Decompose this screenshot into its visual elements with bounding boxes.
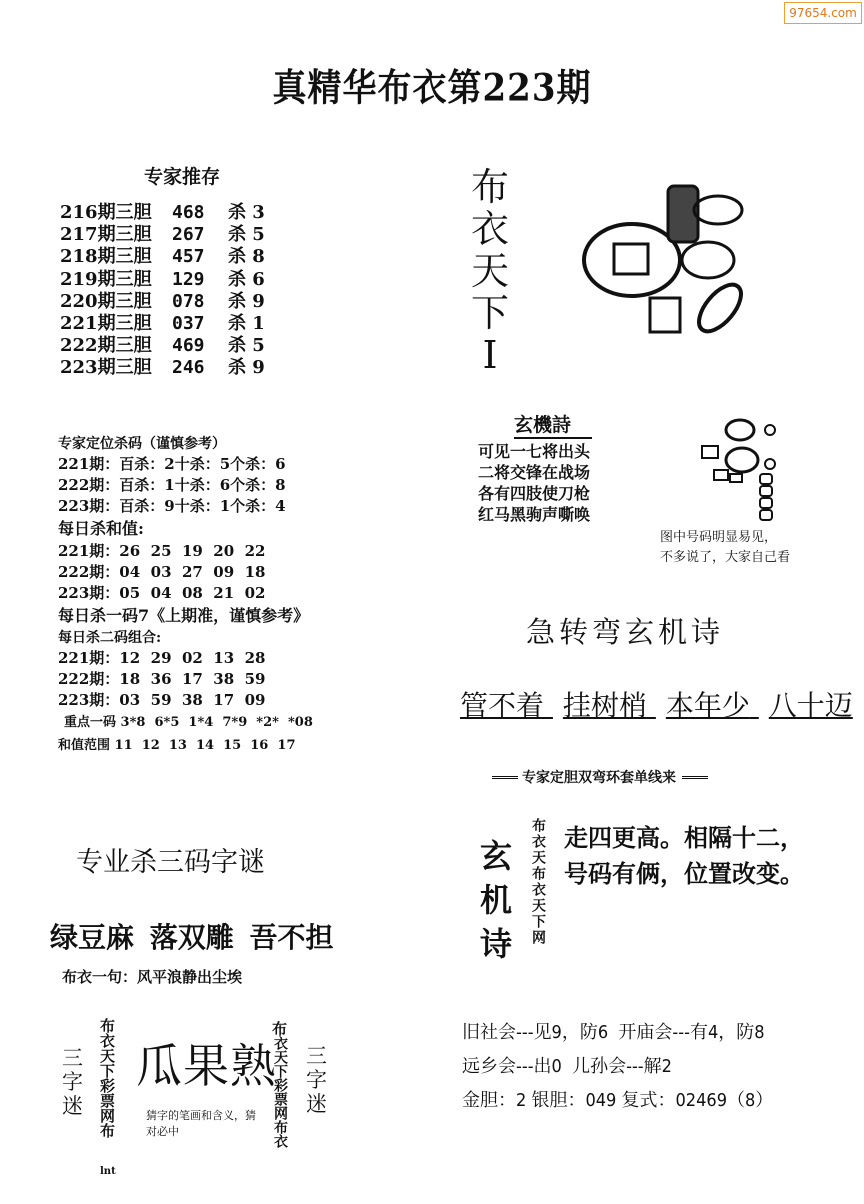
page-title: 真精华布衣第223期 — [272, 66, 592, 111]
riddle-left-vertical — [98, 1018, 115, 1138]
sum-range-label: 和值范围 — [58, 738, 111, 753]
xuanji-line: 走四更高。相隔十二， — [564, 823, 804, 852]
numbers-cell: 129 — [172, 268, 205, 290]
period-cell: 222期三胆 — [60, 335, 152, 357]
table-row — [60, 357, 360, 379]
riddle-heading: 专业杀三码字谜 — [76, 847, 265, 878]
kill-cell: 杀 8 — [228, 246, 265, 268]
xuanji-poem — [478, 410, 628, 525]
period-cell: 218期三胆 — [60, 246, 152, 268]
poem-line: 二将交锋在战场 — [478, 463, 591, 482]
divider-left — [492, 776, 518, 779]
xuanji-lines — [564, 820, 804, 892]
period-cell: 223期三胆 — [60, 357, 152, 379]
riddle-right-vertical-a: 布 — [272, 1020, 288, 1038]
stats-section — [58, 434, 348, 757]
two-kill-row: 221期：12 29 02 13 28 — [58, 649, 266, 667]
numbers-cell: 468 — [172, 202, 205, 223]
sum-kill-heading: 每日杀和值: — [58, 519, 144, 538]
big-char: 机 — [480, 881, 513, 919]
label-char: 三 — [306, 1044, 327, 1068]
hint-line: 猜字的笔画和含义，猜 — [146, 1109, 256, 1122]
period-cell: 217期三胆 — [60, 224, 152, 246]
riddle-word: 吾不担 — [249, 921, 334, 954]
numbers-cell: 078 — [172, 290, 205, 312]
table-row — [60, 224, 360, 246]
two-kill-row: 222期：18 36 17 38 59 — [58, 670, 266, 688]
buyi-vertical-title — [470, 166, 510, 376]
poem-illustration — [690, 416, 790, 526]
one-sentence — [62, 966, 242, 987]
label-char: 三 — [62, 1046, 83, 1070]
xuanji-big-column — [480, 834, 512, 966]
numbers-cell: 267 — [172, 224, 205, 246]
poem-line: 红马黑驹声嘶唤 — [478, 505, 591, 524]
position-kill-row: 221期：百杀：2十杀：5个杀：6 — [58, 455, 286, 473]
kill-cell: 杀 9 — [228, 357, 265, 379]
xuanji-line: 号码有俩，位置改变。 — [564, 859, 804, 888]
double-bend-heading — [492, 767, 708, 787]
period-cell: 221期三胆 — [60, 313, 152, 335]
table-row — [60, 202, 360, 224]
poem-heading: 玄機詩 — [514, 410, 592, 439]
note-line: 旧社会---见9，防6 开庙会---有4，防8 — [462, 1022, 765, 1043]
period-cell: 220期三胆 — [60, 290, 152, 312]
title-char: 下 — [470, 291, 509, 335]
period-cell: 219期三胆 — [60, 268, 152, 290]
xuanji-vertical-text: 布衣天布衣天下网 — [530, 818, 546, 946]
sum-kill-row: 223期：05 04 08 21 02 — [58, 584, 266, 602]
phrase: 挂树梢 — [562, 689, 647, 722]
period-cell: 216期三胆 — [60, 202, 152, 223]
kill-cell: 杀 6 — [228, 268, 265, 290]
note-line: 远乡会---出0 儿孙会---解2 — [462, 1056, 672, 1077]
riddle-word: 落双雕 — [149, 921, 234, 954]
label-char: 迷 — [306, 1092, 327, 1116]
big-char: 玄 — [480, 837, 513, 875]
phrase: 八十迈 — [768, 689, 853, 722]
tableware-illustration — [580, 180, 750, 340]
one-sentence-label: 布衣一句： — [62, 968, 138, 986]
riddle-big-word: 瓜果熟 — [136, 1039, 277, 1093]
expert-heading: 专家推存 — [144, 166, 221, 188]
table-row — [60, 246, 360, 268]
hint-line: 对必中 — [146, 1125, 179, 1138]
note-line: 金胆：2 银胆：049 复式：02469（8） — [462, 1090, 774, 1111]
position-kill-row: 222期：百杀：1十杀：6个杀：8 — [58, 476, 286, 494]
riddle-word: 绿豆麻 — [50, 921, 135, 954]
riddle-left-label — [62, 1046, 83, 1118]
kill-cell: 杀 3 — [228, 202, 265, 223]
sum-kill-row: 221期：26 25 19 20 22 — [58, 542, 266, 560]
kill-cell: 杀 9 — [228, 290, 265, 312]
big-char: 诗 — [480, 925, 513, 963]
one-kill-note: 每日杀一码7《上期准，谨慎参考》 — [58, 606, 310, 625]
double-bend-text: 专家定胆双弯环套单线来 — [522, 770, 676, 786]
title-char: I — [482, 333, 498, 377]
two-kill-row: 223期：03 59 38 17 09 — [58, 691, 266, 709]
riddle-hint — [146, 1108, 256, 1140]
title-char: 布 — [470, 165, 509, 209]
two-kill-heading: 每日杀二码组合: — [58, 630, 162, 646]
vertical-text: 布衣天下彩票网布 — [98, 1018, 116, 1138]
riddle-right-vertical-b: 衣天下彩票网布衣 — [272, 1036, 288, 1148]
sum-range-row — [58, 735, 348, 757]
riddle-words — [50, 916, 350, 956]
label-char: 字 — [62, 1070, 83, 1094]
riddle-right-label — [306, 1044, 327, 1116]
divider-right — [682, 776, 708, 779]
key-code-values: 3*8 6*5 1*4 7*9 *2* *08 — [120, 715, 313, 730]
sum-kill-row: 222期：04 03 27 09 18 — [58, 563, 266, 581]
phrase: 管不着 — [460, 689, 545, 722]
poem-line: 各有四肢使刀枪 — [478, 484, 591, 503]
caption-line: 图中号码明显易见， — [660, 530, 778, 545]
sharp-turn-phrases — [460, 684, 853, 724]
bottom-notes — [462, 1016, 773, 1118]
key-code-row — [64, 711, 348, 735]
table-row — [60, 269, 360, 291]
numbers-cell: 246 — [172, 357, 205, 379]
numbers-cell: 037 — [172, 313, 205, 335]
title-char: 天 — [470, 249, 509, 293]
kill-cell: 杀 1 — [228, 313, 265, 335]
expert-section — [60, 162, 360, 380]
label-char: 字 — [306, 1068, 327, 1092]
sharp-turn-heading: 急转弯玄机诗 — [526, 615, 725, 649]
table-row — [60, 313, 360, 335]
caption-line: 不多说了，大家自己看 — [660, 550, 791, 565]
poem-caption — [660, 528, 790, 568]
kill-cell: 杀 5 — [228, 224, 265, 246]
riddle-left-vertical-end: lnt — [100, 1166, 116, 1177]
label-char: 迷 — [62, 1094, 83, 1118]
numbers-cell: 469 — [172, 335, 205, 357]
kill-cell: 杀 5 — [228, 335, 265, 357]
expert-rows — [60, 202, 360, 380]
one-sentence-text: 风平浪静出尘埃 — [137, 968, 243, 986]
title-char: 衣 — [470, 207, 509, 251]
poem-line: 可见一七将出头 — [478, 442, 591, 461]
table-row — [60, 291, 360, 313]
key-code-label: 重点一码 — [64, 715, 117, 730]
table-row — [60, 335, 360, 357]
phrase: 本年少 — [665, 689, 750, 722]
numbers-cell: 457 — [172, 246, 205, 268]
site-watermark: 97654.com — [784, 2, 862, 24]
sum-range-values: 11 12 13 14 15 16 17 — [114, 738, 296, 753]
position-kill-row: 223期：百杀：9十杀：1个杀：4 — [58, 497, 286, 515]
position-kill-heading: 专家定位杀码（谨慎参考） — [58, 436, 226, 452]
